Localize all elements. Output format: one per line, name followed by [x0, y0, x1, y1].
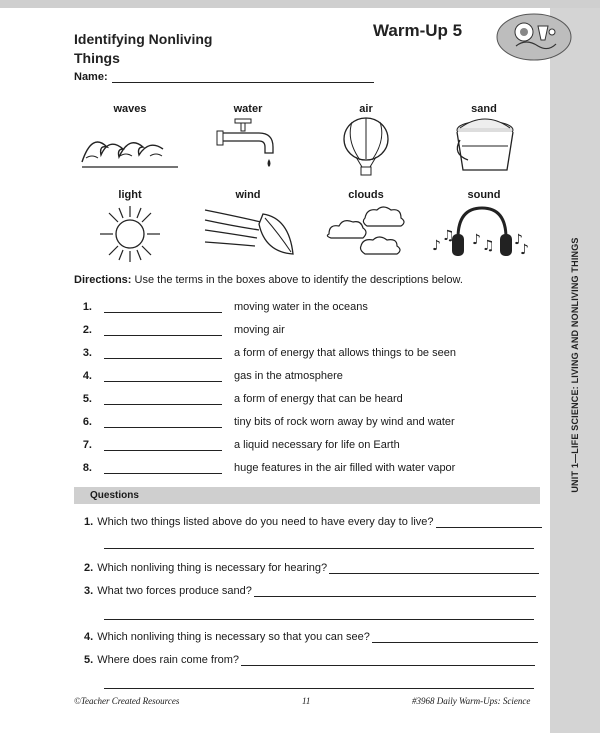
- term-sand: sand: [471, 103, 497, 115]
- item-description: moving water in the oceans: [234, 301, 368, 313]
- question-number: 1.: [84, 516, 94, 528]
- item-description: huge features in the air filled with water vapor: [234, 462, 456, 474]
- answer-blank[interactable]: [104, 404, 222, 405]
- answer-line[interactable]: [104, 688, 534, 689]
- item-number: 5.: [82, 393, 92, 405]
- answer-line[interactable]: [372, 633, 538, 643]
- answer-line[interactable]: [329, 564, 539, 574]
- top-bar: [0, 0, 600, 8]
- question-number: 4.: [84, 631, 94, 643]
- item-description: tiny bits of rock worn away by wind and water: [234, 416, 455, 428]
- questions-heading: Questions: [74, 487, 540, 504]
- question-text: What two forces produce sand?: [97, 585, 252, 597]
- item-description: a form of energy that allows things to be seen: [234, 347, 456, 359]
- faucet-icon: [215, 117, 285, 172]
- unit-label: UNIT 1—LIFE SCIENCE: LIVING AND NONLIVING THINGS: [570, 237, 580, 493]
- wind-leaf-icon: [203, 204, 298, 262]
- name-label: Name:: [74, 71, 108, 83]
- clouds-icon: [325, 204, 415, 258]
- svg-text:♫: ♫: [482, 238, 495, 254]
- footer-publisher: ©Teacher Created Resources: [74, 696, 180, 706]
- page-title: Identifying Nonliving Things: [74, 31, 213, 66]
- hot-air-balloon-icon: [338, 117, 394, 177]
- svg-text:♪: ♪: [520, 242, 529, 258]
- term-clouds: clouds: [348, 189, 384, 201]
- svg-text:♪: ♪: [432, 238, 441, 254]
- term-light: light: [118, 189, 142, 201]
- answer-line[interactable]: [254, 587, 536, 597]
- term-sound: sound: [467, 189, 501, 201]
- svg-text:♪: ♪: [514, 232, 523, 248]
- question-number: 2.: [84, 562, 94, 574]
- answer-blank[interactable]: [104, 312, 222, 313]
- item-number: 3.: [82, 347, 92, 359]
- answer-blank[interactable]: [104, 473, 222, 474]
- answer-line[interactable]: [104, 619, 534, 620]
- term-waves: waves: [113, 103, 147, 115]
- item-number: 6.: [82, 416, 92, 428]
- question-text: Which nonliving thing is necessary for hearing?: [97, 562, 328, 574]
- item-description: a form of energy that can be heard: [234, 393, 403, 405]
- item-number: 2.: [82, 324, 92, 336]
- answer-blank[interactable]: [104, 335, 222, 336]
- waves-icon: [80, 122, 180, 172]
- footer-page-number: 11: [302, 696, 311, 706]
- item-description: moving air: [234, 324, 285, 336]
- answer-blank[interactable]: [104, 427, 222, 428]
- answer-blank[interactable]: [104, 450, 222, 451]
- footer-book-title: #3968 Daily Warm-Ups: Science: [412, 696, 531, 706]
- item-number: 4.: [82, 370, 92, 382]
- answer-line[interactable]: [241, 656, 535, 666]
- science-logo-icon: [494, 12, 574, 62]
- question-3: [84, 585, 536, 597]
- question-5: [84, 654, 535, 666]
- directions-text: Use the terms in the boxes above to identify the descriptions below.: [134, 274, 463, 286]
- question-number: 3.: [84, 585, 94, 597]
- item-number: 1.: [82, 301, 92, 313]
- answer-line[interactable]: [104, 548, 534, 549]
- item-number: 7.: [82, 439, 92, 451]
- term-water: water: [233, 103, 263, 115]
- directions: [74, 274, 463, 286]
- question-4: [84, 631, 538, 643]
- item-description: a liquid necessary for life on Earth: [234, 439, 400, 451]
- answer-blank[interactable]: [104, 358, 222, 359]
- question-text: Where does rain come from?: [97, 654, 240, 666]
- item-number: 8.: [82, 462, 92, 474]
- question-text: Which nonliving thing is necessary so that you can see?: [97, 631, 370, 643]
- name-field[interactable]: [112, 82, 374, 83]
- headphones-icon: [430, 204, 530, 264]
- question-text: Which two things listed above do you need to have every day to live?: [97, 516, 434, 528]
- question-number: 5.: [84, 654, 94, 666]
- question-2: [84, 562, 539, 574]
- answer-blank[interactable]: [104, 381, 222, 382]
- question-1: [84, 516, 542, 528]
- term-wind: wind: [235, 189, 261, 201]
- warmup-label: Warm-Up 5: [373, 21, 463, 40]
- svg-text:♫: ♫: [442, 228, 455, 244]
- svg-text:♪: ♪: [472, 232, 481, 248]
- item-description: gas in the atmosphere: [234, 370, 343, 382]
- term-air: air: [359, 103, 373, 115]
- answer-line[interactable]: [436, 518, 542, 528]
- sun-icon: [97, 204, 163, 264]
- directions-label: Directions:: [74, 274, 132, 286]
- sand-bucket-icon: [452, 116, 518, 176]
